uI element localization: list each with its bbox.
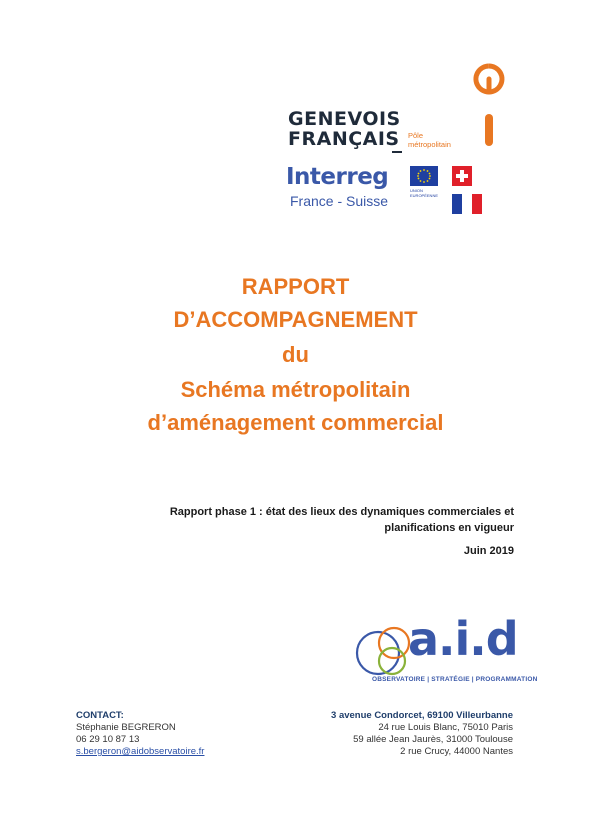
interreg-subtitle: France - Suisse <box>290 193 389 209</box>
address-head: 3 avenue Condorcet, 69100 Villeurbanne <box>331 710 513 721</box>
swiss-flag-icon <box>452 166 472 186</box>
title-line-3: du <box>282 342 309 367</box>
contact-email-link[interactable]: s.bergeron@aidobservatoire.fr <box>76 746 205 757</box>
aid-wordmark: a.i.d <box>408 612 518 666</box>
address-block <box>331 710 513 758</box>
contact-phone: 06 29 10 87 13 <box>76 734 140 745</box>
french-flag-icon <box>452 194 482 214</box>
genevois-pictogram-icon <box>472 62 506 150</box>
eu-flag-icon <box>410 166 438 186</box>
logo-genevois-subtitle2: métropolitain <box>408 140 451 149</box>
interreg-wordmark: Interreg <box>286 164 389 190</box>
title-line-2: D’ACCOMPAGNEMENT <box>173 307 418 332</box>
title-line-4: Schéma métropolitain <box>180 377 411 402</box>
aid-tagline: OBSERVATOIRE | STRATÉGIE | PROGRAMMATION <box>372 676 538 683</box>
logo-genevois-subtitle1: Pôle <box>408 131 424 140</box>
logo-rule <box>392 151 402 153</box>
eu-label: UNION EUROPÉENNE <box>410 188 439 198</box>
logo-genevois-line1: GENEVOIS <box>288 108 401 130</box>
title-line-5: d’aménagement commercial <box>147 410 444 435</box>
title-line-1: RAPPORT <box>241 274 350 299</box>
address-line-3: 2 rue Crucy, 44000 Nantes <box>400 746 513 757</box>
report-phase-line2: planifications en vigueur <box>384 522 514 534</box>
contact-block <box>76 710 204 758</box>
report-date: Juin 2019 <box>463 545 514 557</box>
logo-genevois-line2: FRANÇAIS <box>288 128 400 150</box>
report-phase-line1: Rapport phase 1 : état des lieux des dynamiques commerciales et <box>169 506 514 518</box>
contact-heading: CONTACT: <box>76 710 124 721</box>
address-line-2: 59 allée Jean Jaurès, 31000 Toulouse <box>353 734 513 745</box>
address-line-1: 24 rue Louis Blanc, 75010 Paris <box>378 722 513 733</box>
contact-name: Stéphanie BEGRERON <box>76 722 176 733</box>
